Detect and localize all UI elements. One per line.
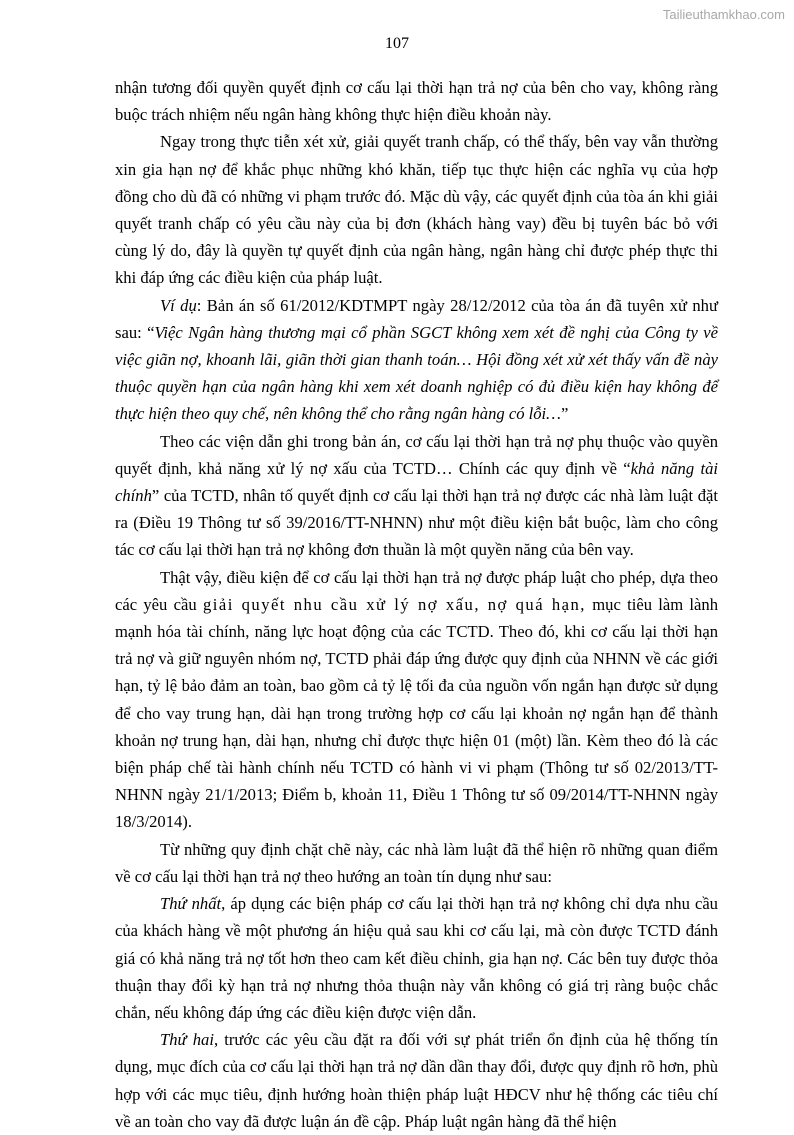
paragraph-5-spaced: giải quyết nhu cầu xử lý nợ xấu, nợ quá hạn, bbox=[202, 594, 586, 614]
page-number: 107 bbox=[385, 35, 409, 52]
second-text: , trước các yêu cầu đặt ra đối với sự phát triển ổn định của hệ thống tín dụng, mục đích của cơ cấu lại thời hạn trả nợ dần dần thay đổi, được quy định rõ hơn, phù hợp với các mục tiêu, định hướng hoàn thiện pháp luật HĐCV như hệ thống các tiêu chí về an toàn cho vay đã được luận án đề cập. Pháp luật ngân hàng đã thể hiện bbox=[115, 1030, 718, 1131]
paragraph-3 bbox=[115, 292, 718, 428]
example-text: : Bản án số 61/2012/KDTMPT ngày 28/12/2012 của tòa án đã tuyên xử như sau: “ bbox=[115, 295, 718, 342]
paragraph-4 bbox=[115, 428, 718, 564]
paragraph-5-text-a: Thật vậy, điều kiện để cơ cấu lại thời hạn trả nợ được pháp luật cho phép, dựa theo các yêu cầu bbox=[115, 567, 718, 614]
quote-close: ” bbox=[560, 404, 569, 424]
paragraph-5 bbox=[115, 564, 718, 836]
first-label: Thứ nhất bbox=[160, 894, 222, 914]
court-quote: Việc Ngân hàng thương mại cổ phần SGCT không xem xét đề nghị của Công ty về việc giãn nợ, khoanh lãi, giãn thời gian thanh toán… Hội đồng xét xử xét thấy vấn đề này thuộc quyền hạn của ngân hàng khi xem xét doanh nghiệp có đủ điều kiện hay không để thực hiện theo quy chế, nên không thể cho rằng ngân hàng có lỗi… bbox=[115, 322, 718, 424]
example-label: Ví dụ bbox=[160, 295, 197, 315]
second-label: Thứ hai bbox=[160, 1030, 214, 1050]
paragraph-1: nhận tương đối quyền quyết định cơ cấu lại thời hạn trả nợ của bên cho vay, không ràng buộc trách nhiệm nếu ngân hàng không thực hiện điều khoản này. bbox=[115, 78, 718, 125]
paragraph-2: Ngay trong thực tiễn xét xử, giải quyết tranh chấp, có thể thấy, bên vay vẫn thường xin gia hạn nợ để khắc phục những khó khăn, tiếp tục thực hiện các nghĩa vụ của hợp đồng cho dù đã có những vi phạm trước đó. Mặc dù vậy, các quyết định của tòa án khi giải quyết tranh chấp có yêu cầu này của bị đơn (khách hàng vay) đều bị tuyên bác bỏ với cùng lý do, đây là quyền tự quyết định của ngân hàng, ngân hàng chỉ được phép thực thi khi đáp ứng các điều kiện của pháp luật. bbox=[115, 132, 718, 288]
paragraph-6: Từ những quy định chặt chẽ này, các nhà làm luật đã thể hiện rõ những quan điểm về cơ cấu lại thời hạn trả nợ theo hướng an toàn tín dụng như sau: bbox=[115, 839, 718, 886]
paragraph-4-text-b: ” của TCTD, nhân tố quyết định cơ cấu lại thời hạn trả nợ được các nhà làm luật đặt ra (Điều 19 Thông tư số 39/2016/TT-NHNN) như một điều kiện bắt buộc, làm cho công tác cơ cấu lại thời hạn trả nợ không đơn thuần là một quyền năng của bên vay. bbox=[115, 486, 718, 560]
document-body bbox=[115, 74, 718, 1135]
watermark: Tailieuthamkhao.com bbox=[662, 7, 785, 22]
financial-capacity-term: khả năng tài chính bbox=[115, 458, 718, 506]
paragraph-7 bbox=[115, 890, 718, 1026]
first-text: , áp dụng các biện pháp cơ cấu lại thời hạn trả nợ không chỉ dựa nhu cầu của khách hàng về một phương án hiệu quả sau khi cơ cấu lại, mà còn được TCTD đánh giá có khả năng trả nợ tốt hơn theo cam kết điều chỉnh, gia hạn nợ. Các bên tuy được thỏa thuận thay đổi kỳ hạn trả nợ nhưng thỏa thuận này vẫn không có giá trị ràng buộc chắc chắn, nếu không đáp ứng các điều kiện được viện dẫn. bbox=[115, 894, 718, 1022]
paragraph-5-text-b: mục tiêu làm lành mạnh hóa tài chính, năng lực hoạt động của các TCTD. Theo đó, khi cơ cấu lại thời hạn trả nợ và giữ nguyên nhóm nợ, TCTD phải đáp ứng được quy định của NHNN về các giới hạn, tỷ lệ bảo đảm an toàn, bao gồm cả tỷ lệ tối đa của nguồn vốn ngắn hạn được sử dụng để cho vay trung hạn, dài hạn trong trường hợp cơ cấu lại khoản nợ ngắn hạn để thành khoản nợ trung hạn, dài hạn, nhưng chỉ được thực hiện 01 (một) lần. Kèm theo đó là các biện pháp chế tài hành chính nếu TCTD có hành vi vi phạm (Thông tư số 02/2013/TT- NHNN ngày 21/1/2013; Điểm b, khoản 11, Điều 1 Thông tư số 09/2014/TT-NHNN ngày 18/3/2014). bbox=[115, 594, 719, 832]
paragraph-8 bbox=[115, 1026, 718, 1135]
paragraph-4-text-a: Theo các viện dẫn ghi trong bản án, cơ cấu lại thời hạn trả nợ phụ thuộc vào quyền quyết định, khả năng xử lý nợ xấu của TCTD… Chính các quy định về “ bbox=[115, 431, 718, 478]
